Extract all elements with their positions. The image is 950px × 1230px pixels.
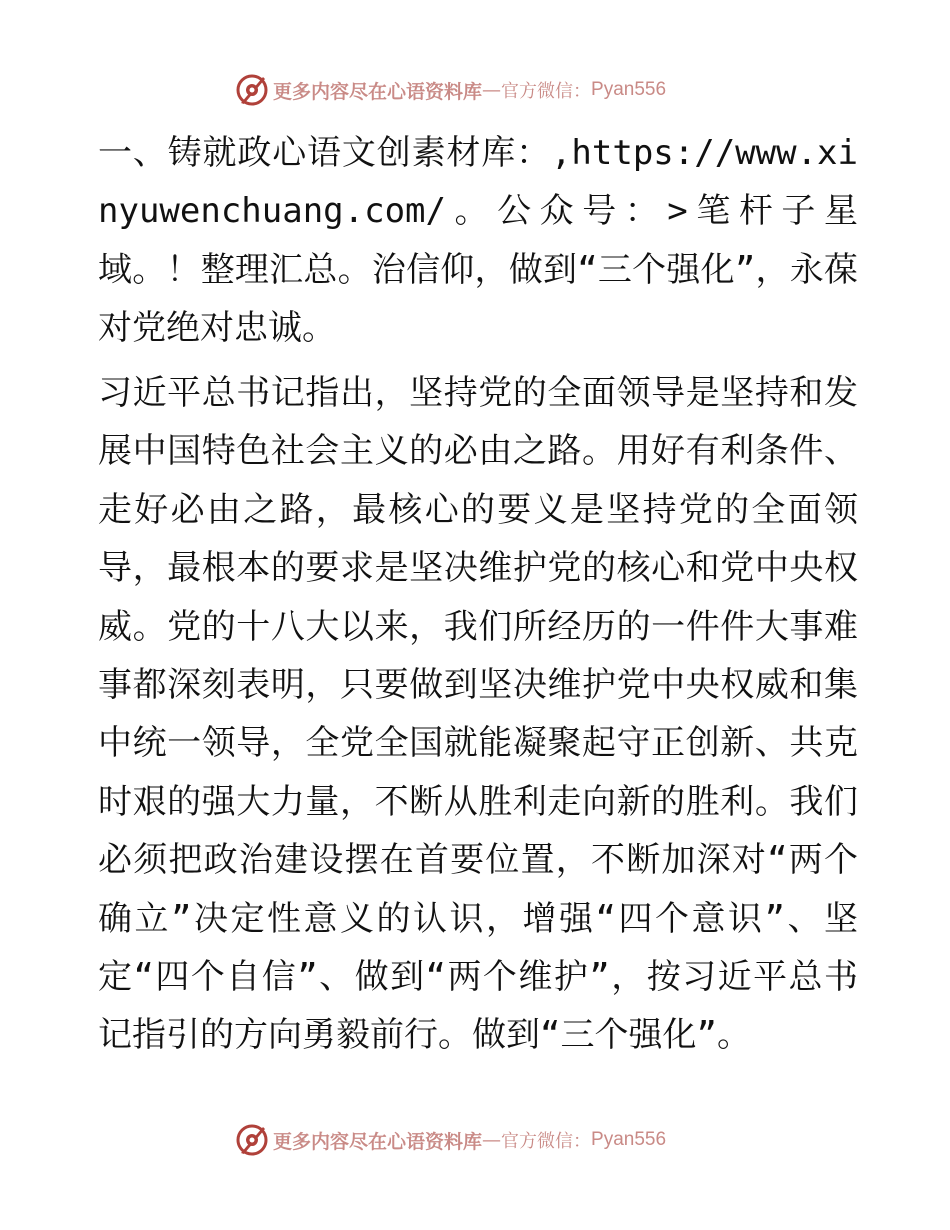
footer-watermark	[235, 1122, 715, 1158]
promo-text: 更多内容尽在心语资料库	[273, 80, 483, 103]
paragraph-2: 习近平总书记指出，坚持党的全面领导是坚持和发展中国特色社会主义的必由之路。用好有利条件、走好必由之路，最核心的要义是坚持党的全面领导，最根本的要求是坚决维护党的核心和党中央权威。党的十八大以来，我们所经历的一件件大事难事都深刻表明，只要做到坚决维护党中央权威和集中统一领导，全党全国就能凝聚起守正创新、共克时艰的强大力量，不断从胜利走向新的胜利。我们必须把政治建设摆在首要位置，不断加深对“两个确立”决定性意义的认识，增强“四个意识”、坚定“四个自信”、做到“两个维护”，按习近平总书记指引的方向勇毅前行。做到“三个强化”。	[98, 373, 858, 1056]
header-watermark	[235, 72, 715, 108]
banner-separator: —	[482, 1129, 502, 1151]
wechat-id: Pyan556	[591, 79, 667, 100]
official-label: 官方微信：	[501, 1131, 592, 1152]
paragraph-1: 一、铸就政心语文创素材库：,https://www.xinyuwenchuang.com/。公众号：>笔杆子星域。！整理汇总。治信仰，做到“三个强化”，永葆对党绝对忠诚。	[98, 133, 858, 349]
banner-separator: —	[482, 79, 502, 101]
wechat-id: Pyan556	[591, 1129, 667, 1150]
quill-logo-icon	[235, 73, 269, 107]
quill-logo-icon	[235, 1123, 269, 1157]
promo-text: 更多内容尽在心语资料库	[273, 1130, 483, 1153]
official-label: 官方微信：	[501, 81, 592, 102]
